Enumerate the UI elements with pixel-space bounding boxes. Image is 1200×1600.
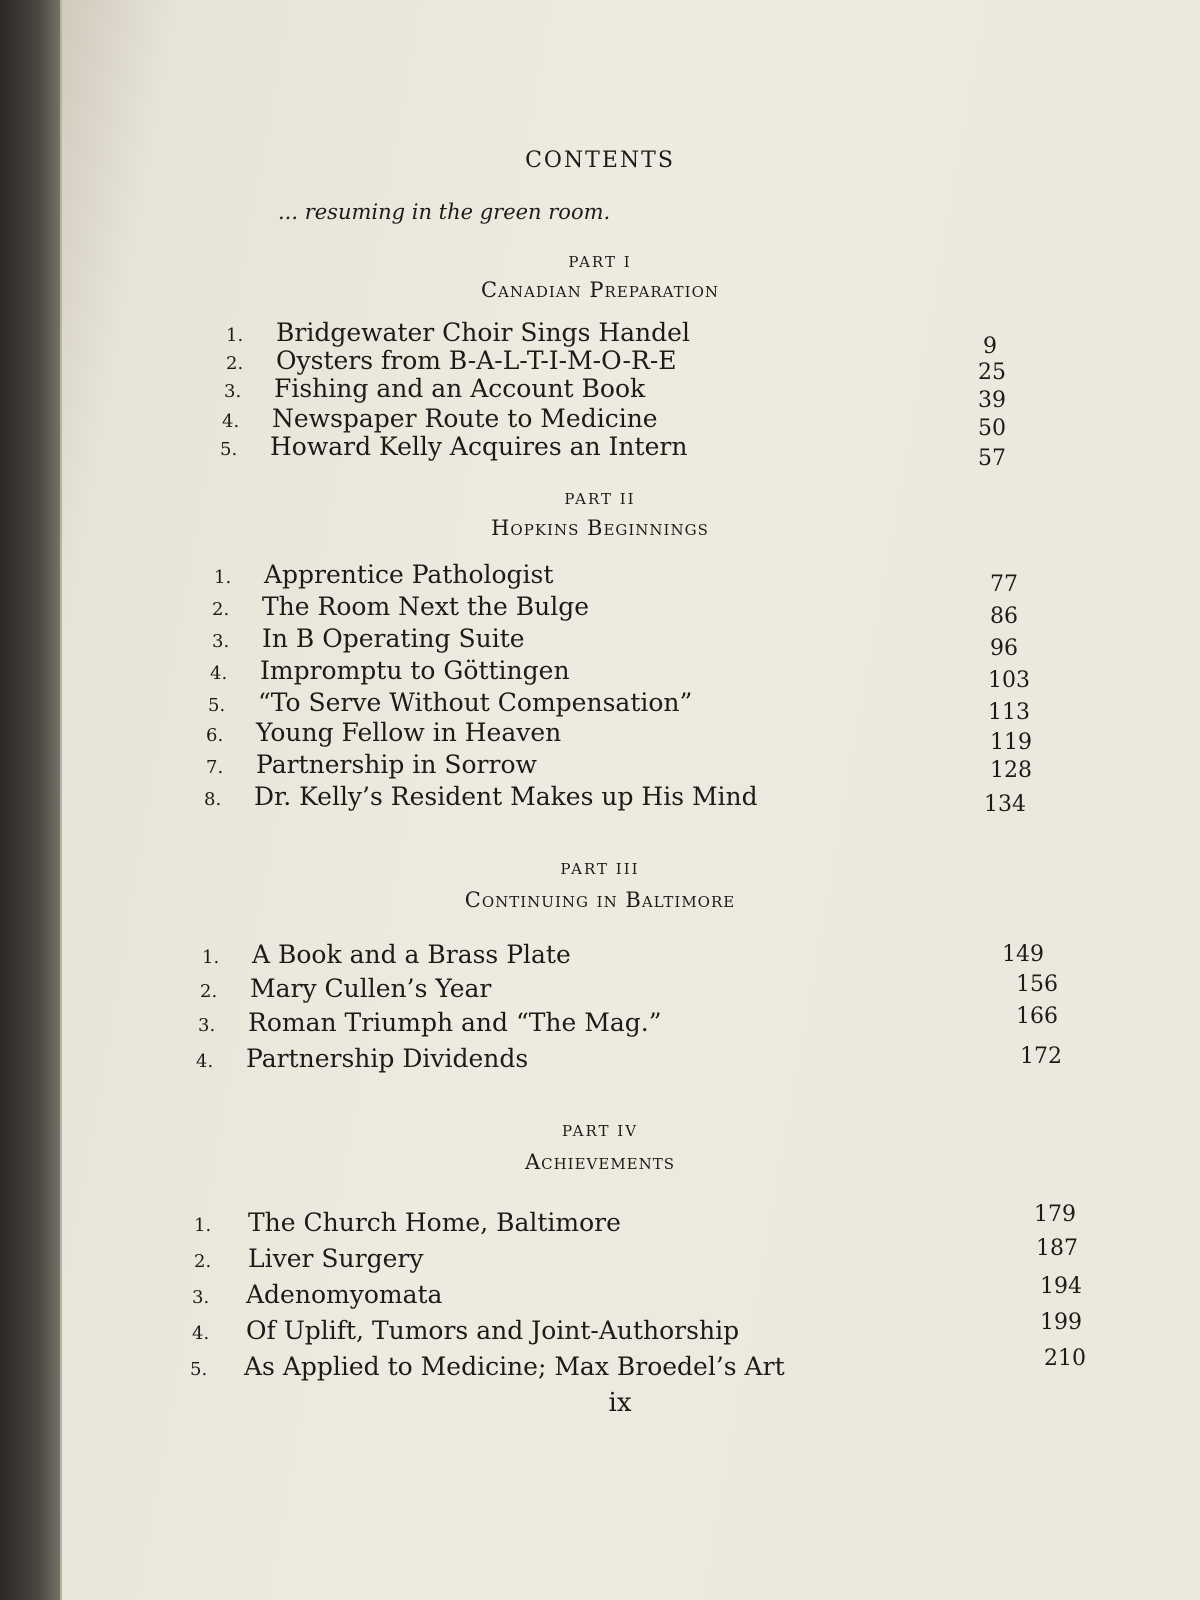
entry-page: 113: [988, 700, 1030, 725]
toc-entry: [192, 1316, 739, 1345]
toc-entry: [194, 1244, 423, 1273]
entry-page: 39: [978, 388, 1006, 413]
entry-page: 166: [1016, 1004, 1058, 1029]
entry-page: 210: [1044, 1346, 1086, 1371]
entry-number: 4.: [196, 1051, 214, 1072]
toc-entry: [198, 1008, 662, 1037]
toc-entry: [226, 318, 690, 347]
entry-title: Roman Triumph and “The Mag.”: [248, 1008, 662, 1037]
toc-entry: [224, 374, 645, 403]
entry-number: 5.: [190, 1359, 208, 1380]
part-2-label: PART II: [564, 490, 636, 508]
part-4-label: PART IV: [561, 1122, 639, 1140]
entry-number: 3.: [212, 631, 230, 652]
entry-title: Oysters from B-A-L-T-I-M-O-R-E: [276, 346, 677, 375]
entry-title: Partnership in Sorrow: [256, 750, 537, 779]
entry-number: 3.: [192, 1287, 210, 1308]
entry-title: As Applied to Medicine; Max Broedel’s Art: [244, 1352, 785, 1381]
entry-title: The Room Next the Bulge: [262, 592, 590, 621]
entry-number: 2.: [200, 981, 218, 1002]
entry-title: Impromptu to Göttingen: [260, 656, 570, 685]
entry-page: 194: [1040, 1274, 1082, 1299]
entry-title: Liver Surgery: [248, 1244, 424, 1273]
toc-entry: [220, 432, 687, 461]
toc-entry: [206, 750, 537, 779]
entry-title: Apprentice Pathologist: [264, 560, 554, 589]
entry-number: 1.: [194, 1215, 212, 1236]
toc-entry: [202, 940, 571, 969]
toc-entry: [212, 624, 525, 653]
entry-number: 3.: [224, 381, 242, 402]
part-2-title: Hopkins Beginnings: [491, 516, 709, 540]
entry-page: 57: [978, 446, 1006, 471]
entry-page: 187: [1036, 1236, 1078, 1261]
entry-title: “To Serve Without Compensation”: [258, 688, 693, 717]
part-1-title: Canadian Preparation: [480, 278, 720, 302]
page-number: ix: [608, 1388, 632, 1418]
toc-entry: [204, 782, 758, 811]
entry-page: 149: [1002, 942, 1044, 967]
part-4-title: Achievements: [524, 1150, 676, 1174]
entry-title: In B Operating Suite: [262, 624, 525, 653]
entry-number: 2.: [226, 353, 244, 374]
entry-page: 172: [1020, 1044, 1062, 1069]
toc-entry: [214, 560, 553, 589]
entry-page: 199: [1040, 1310, 1082, 1335]
toc-entry: [222, 404, 658, 433]
entry-number: 4.: [222, 411, 240, 432]
entry-number: 2.: [212, 599, 230, 620]
toc-entry: [192, 1280, 442, 1309]
entry-title: The Church Home, Baltimore: [248, 1208, 621, 1237]
part-1-label: PART I: [568, 253, 632, 271]
entry-number: 1.: [202, 947, 220, 968]
entry-title: Fishing and an Account Book: [274, 374, 646, 403]
entry-title: Of Uplift, Tumors and Joint-Authorship: [246, 1316, 740, 1345]
entry-number: 4.: [210, 663, 228, 684]
entry-page: 50: [978, 416, 1006, 441]
intro-line: ... resuming in the green room.: [278, 200, 611, 224]
entry-number: 8.: [204, 789, 222, 810]
entry-number: 3.: [198, 1015, 216, 1036]
entry-number: 1.: [214, 567, 232, 588]
entry-page: 103: [988, 668, 1030, 693]
contents-title: CONTENTS: [525, 148, 675, 173]
entry-page: 25: [978, 360, 1006, 385]
entry-title: Dr. Kelly’s Resident Makes up His Mind: [254, 782, 758, 811]
toc-entry: [206, 718, 561, 747]
entry-number: 6.: [206, 725, 224, 746]
entry-title: Young Fellow in Heaven: [256, 718, 562, 747]
entry-page: 134: [984, 792, 1026, 817]
part-3-title: Continuing in Baltimore: [464, 888, 736, 912]
toc-entry: [200, 974, 491, 1003]
entry-title: Bridgewater Choir Sings Handel: [276, 318, 690, 347]
entry-page: 179: [1034, 1202, 1076, 1227]
entry-page: 119: [990, 730, 1032, 755]
entry-page: 9: [983, 334, 997, 359]
entry-title: A Book and a Brass Plate: [252, 940, 571, 969]
entry-number: 7.: [206, 757, 224, 778]
toc-entry: [196, 1044, 528, 1073]
entry-page: 96: [990, 636, 1018, 661]
part-3-label: PART III: [560, 860, 640, 878]
toc-entry: [208, 688, 692, 717]
entry-page: 128: [990, 758, 1032, 783]
toc-entry: [210, 656, 570, 685]
entry-number: 5.: [220, 439, 238, 460]
entry-title: Adenomyomata: [246, 1280, 443, 1309]
entry-page: 156: [1016, 972, 1058, 997]
toc-entry: [190, 1352, 785, 1381]
entry-page: 77: [990, 572, 1018, 597]
entry-number: 2.: [194, 1251, 212, 1272]
toc-entry: [226, 346, 677, 375]
entry-page: 86: [990, 604, 1018, 629]
entry-number: 5.: [208, 695, 226, 716]
toc-entry: [194, 1208, 621, 1237]
entry-number: 4.: [192, 1323, 210, 1344]
entry-title: Mary Cullen’s Year: [250, 974, 492, 1003]
entry-title: Newspaper Route to Medicine: [272, 404, 658, 433]
entry-number: 1.: [226, 325, 244, 346]
entry-title: Howard Kelly Acquires an Intern: [270, 432, 688, 461]
entry-title: Partnership Dividends: [246, 1044, 529, 1073]
toc-entry: [212, 592, 589, 621]
